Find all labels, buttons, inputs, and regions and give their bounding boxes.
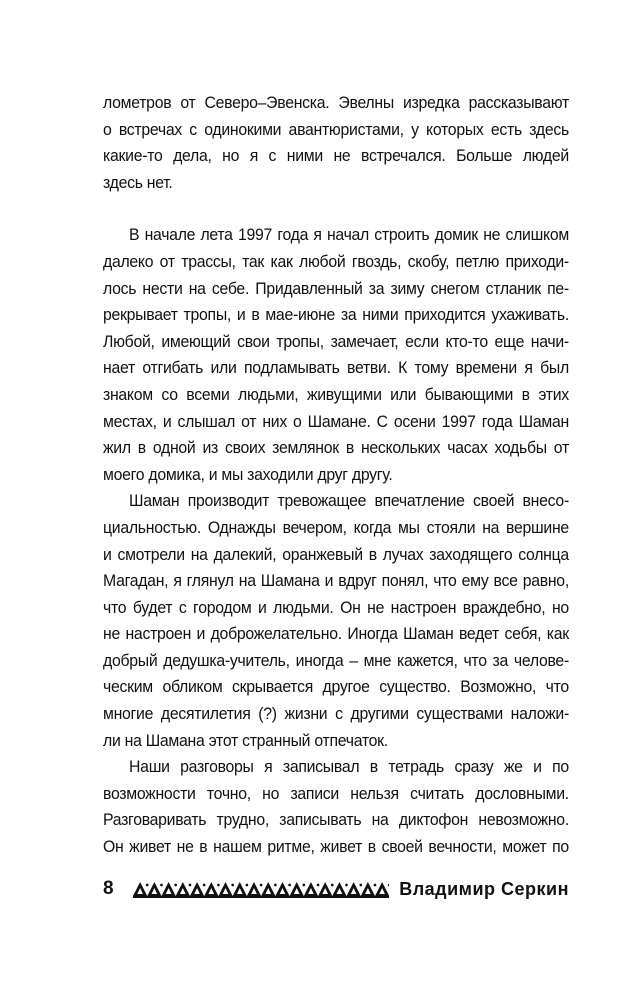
ornament-dot xyxy=(359,884,362,887)
text-line: циальностью. Однажды вечером, когда мы стояли на вершине xyxy=(103,517,569,537)
ornament-dot xyxy=(288,884,291,887)
triangle-ornament-icon xyxy=(133,880,389,898)
text-line: какие-то дела, но я с ними не встречался. Больше людей xyxy=(103,146,569,166)
text-line: Любой, имеющий свои тропы, замечает, если кто-то еще начи- xyxy=(103,331,569,351)
text-line: рекрывает тропы, и в мае-июне за ними приходится ухаживать. xyxy=(103,305,569,325)
ornament-baseline xyxy=(133,896,389,898)
text-line: не настроен и доброжелательно. Иногда Шаман ведет себя, как xyxy=(103,624,569,644)
ornament-dot xyxy=(388,884,389,887)
text-line: нает отгибать или подламывать ветви. К тому времени я был xyxy=(103,358,569,378)
ornament-dot xyxy=(246,884,249,887)
ornament-dot xyxy=(189,884,192,887)
ornament-dot xyxy=(231,884,234,887)
text-line: ли на Шамана этот странный отпечаток. xyxy=(103,730,388,750)
text-line: жил в одной из своих землянок в нескольких часах ходьбы от xyxy=(103,438,569,458)
page-body xyxy=(103,90,569,861)
text-line: моего домика, и мы заходили друг другу. xyxy=(103,464,393,484)
ornament-dot xyxy=(302,884,305,887)
text-line: Магадан, я глянул на Шамана и вдруг понял, что ему все равно, xyxy=(103,571,569,591)
paragraph-1 xyxy=(103,90,569,196)
page-number: 8 xyxy=(103,878,114,899)
page-footer xyxy=(103,877,569,901)
text-line: ческим обликом скрывается другое существо. Возможно, что xyxy=(103,677,569,697)
text-line: возможности точно, но записи нельзя считать дословными. xyxy=(103,783,569,803)
text-line: знаком со всеми людьми, живущими или бывающими в этих xyxy=(103,384,569,404)
text-line: Наши разговоры я записывал в тетрадь сразу же и по xyxy=(129,757,569,777)
ornament-dot xyxy=(203,884,206,887)
ornament-dot xyxy=(146,884,149,887)
text-line: о встречах с одинокими авантюристами, у которых есть здесь xyxy=(103,119,569,139)
ornament-dot xyxy=(174,884,177,887)
paragraph-2 xyxy=(103,222,569,488)
ornament-dot xyxy=(160,884,163,887)
text-line: Шаман производит тревожащее впечатление своей внесо- xyxy=(129,491,569,511)
text-line: добрый дедушка-учитель, иногда – мне кажется, что за челове- xyxy=(103,650,569,670)
ornament-dot xyxy=(374,884,377,887)
text-line: что будет с городом и людьми. Он не настроен враждебно, но xyxy=(103,597,569,617)
text-line: далеко от трассы, так как любой гвоздь, скобу, петлю приходи- xyxy=(103,251,569,271)
paragraph-3 xyxy=(103,488,569,754)
text-line: лометров от Северо–Эвенска. Эвелны изредка рассказывают xyxy=(103,93,569,112)
text-line: многие десятилетия (?) жизни с другими существами наложи- xyxy=(103,704,569,724)
text-line: и смотрели на далекий, оранжевый в лучах заходящего солнца xyxy=(103,544,569,564)
ornament-dot xyxy=(217,884,220,887)
ornament-dot xyxy=(260,884,263,887)
text-line: лось нести на себе. Придавленный за зиму снегом стланик пе- xyxy=(103,278,569,298)
ornament-dot xyxy=(331,884,334,887)
paragraph-4 xyxy=(103,754,569,860)
text-line: местах, и слышал от них о Шамане. С осени 1997 года Шаман xyxy=(103,411,569,431)
text-line: Он живет не в нашем ритме, живет в своей вечности, может по xyxy=(103,837,569,857)
ornament-dot xyxy=(345,884,348,887)
ornament-dot xyxy=(317,884,320,887)
author-name: Владимир Серкин xyxy=(399,878,569,899)
section-gap xyxy=(103,196,569,222)
text-line: В начале лета 1997 года я начал строить домик не слишком xyxy=(129,225,569,245)
text-line: Разговаривать трудно, записывать на диктофон невозможно. xyxy=(103,810,569,830)
text-line: здесь нет. xyxy=(103,172,173,192)
ornament-dot xyxy=(274,884,277,887)
